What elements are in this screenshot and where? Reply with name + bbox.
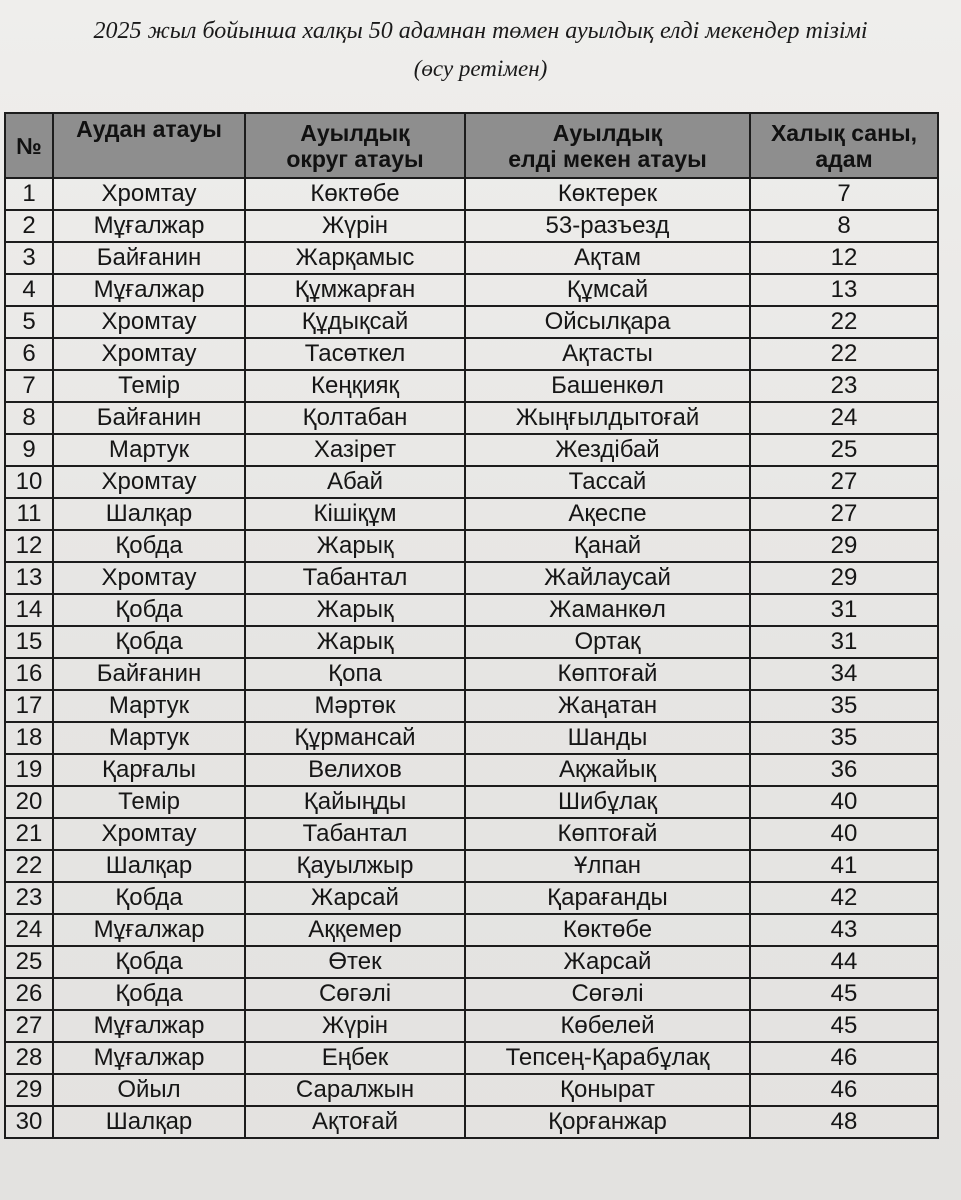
table-row xyxy=(5,658,938,690)
row-number-cell: 20 xyxy=(5,786,53,818)
table-row xyxy=(5,946,938,978)
settlement-cell: Көбелей xyxy=(465,1010,750,1042)
district-cell: Хромтау xyxy=(53,306,245,338)
okrug-cell: Құдықсай xyxy=(245,306,465,338)
okrug-cell: Жүрін xyxy=(245,210,465,242)
population-cell: 25 xyxy=(750,434,938,466)
row-number-cell: 18 xyxy=(5,722,53,754)
table-row xyxy=(5,178,938,210)
population-cell: 44 xyxy=(750,946,938,978)
district-cell: Шалқар xyxy=(53,498,245,530)
population-cell: 12 xyxy=(750,242,938,274)
population-cell: 35 xyxy=(750,690,938,722)
row-number-cell: 27 xyxy=(5,1010,53,1042)
settlement-cell: Құмсай xyxy=(465,274,750,306)
settlement-cell: Көптоғай xyxy=(465,658,750,690)
table-row xyxy=(5,1074,938,1106)
document-title: 2025 жыл бойынша халқы 50 адамнан төмен ауылдық елді мекендер тізімі xyxy=(93,18,868,44)
population-cell: 7 xyxy=(750,178,938,210)
okrug-cell: Жарық xyxy=(245,626,465,658)
district-cell: Қобда xyxy=(53,626,245,658)
okrug-cell: Табантал xyxy=(245,562,465,594)
table-row xyxy=(5,594,938,626)
district-cell: Мартук xyxy=(53,722,245,754)
okrug-cell: Жарық xyxy=(245,594,465,626)
document-subtitle: (өсу ретімен) xyxy=(413,56,548,81)
okrug-cell: Велихов xyxy=(245,754,465,786)
row-number-cell: 29 xyxy=(5,1074,53,1106)
settlement-cell: Қанай xyxy=(465,530,750,562)
population-cell: 8 xyxy=(750,210,938,242)
population-cell: 22 xyxy=(750,338,938,370)
table-row xyxy=(5,562,938,594)
okrug-cell: Табантал xyxy=(245,818,465,850)
settlement-cell: Жарсай xyxy=(465,946,750,978)
row-number-cell: 16 xyxy=(5,658,53,690)
okrug-cell: Сөгәлі xyxy=(245,978,465,1010)
settlement-cell: Қонырат xyxy=(465,1074,750,1106)
district-cell: Мартук xyxy=(53,434,245,466)
population-cell: 40 xyxy=(750,786,938,818)
settlement-cell: Тепсең-Қарабұлақ xyxy=(465,1042,750,1074)
district-cell: Темір xyxy=(53,786,245,818)
row-number-cell: 5 xyxy=(5,306,53,338)
population-cell: 40 xyxy=(750,818,938,850)
population-cell: 41 xyxy=(750,850,938,882)
settlement-cell: Көктерек xyxy=(465,178,750,210)
settlement-cell: Жездібай xyxy=(465,434,750,466)
settlement-cell: Ұлпан xyxy=(465,850,750,882)
district-cell: Қобда xyxy=(53,594,245,626)
settlement-cell: Шибұлақ xyxy=(465,786,750,818)
okrug-cell: Қауылжыр xyxy=(245,850,465,882)
table-row xyxy=(5,978,938,1010)
row-number-cell: 8 xyxy=(5,402,53,434)
row-number-cell: 10 xyxy=(5,466,53,498)
table-row xyxy=(5,530,938,562)
population-cell: 31 xyxy=(750,626,938,658)
settlement-cell: Тассай xyxy=(465,466,750,498)
district-cell: Қобда xyxy=(53,978,245,1010)
population-cell: 29 xyxy=(750,530,938,562)
table-row xyxy=(5,914,938,946)
district-cell: Хромтау xyxy=(53,466,245,498)
population-cell: 43 xyxy=(750,914,938,946)
header-settlement: Ауылдық елді мекен атауы xyxy=(465,113,750,178)
okrug-cell: Қайыңды xyxy=(245,786,465,818)
table-row xyxy=(5,498,938,530)
okrug-cell: Құмжарған xyxy=(245,274,465,306)
population-cell: 22 xyxy=(750,306,938,338)
district-cell: Мартук xyxy=(53,690,245,722)
table-row xyxy=(5,402,938,434)
row-number-cell: 14 xyxy=(5,594,53,626)
table-row xyxy=(5,306,938,338)
population-cell: 27 xyxy=(750,498,938,530)
row-number-cell: 24 xyxy=(5,914,53,946)
population-cell: 13 xyxy=(750,274,938,306)
settlement-cell: Ойсылқара xyxy=(465,306,750,338)
table-row xyxy=(5,786,938,818)
okrug-cell: Аққемер xyxy=(245,914,465,946)
row-number-cell: 26 xyxy=(5,978,53,1010)
row-number-cell: 2 xyxy=(5,210,53,242)
okrug-cell: Жарық xyxy=(245,530,465,562)
table-row xyxy=(5,882,938,914)
header-okrug: Ауылдық округ атауы xyxy=(245,113,465,178)
row-number-cell: 25 xyxy=(5,946,53,978)
table-row xyxy=(5,818,938,850)
okrug-cell: Еңбек xyxy=(245,1042,465,1074)
population-cell: 29 xyxy=(750,562,938,594)
population-cell: 46 xyxy=(750,1074,938,1106)
row-number-cell: 9 xyxy=(5,434,53,466)
header-number: № xyxy=(5,113,53,178)
district-cell: Хромтау xyxy=(53,338,245,370)
district-cell: Темір xyxy=(53,370,245,402)
table-row xyxy=(5,338,938,370)
row-number-cell: 6 xyxy=(5,338,53,370)
okrug-cell: Жарсай xyxy=(245,882,465,914)
row-number-cell: 7 xyxy=(5,370,53,402)
table-row xyxy=(5,274,938,306)
population-cell: 42 xyxy=(750,882,938,914)
table-row xyxy=(5,434,938,466)
okrug-cell: Өтек xyxy=(245,946,465,978)
row-number-cell: 23 xyxy=(5,882,53,914)
district-cell: Ойыл xyxy=(53,1074,245,1106)
population-cell: 27 xyxy=(750,466,938,498)
population-cell: 35 xyxy=(750,722,938,754)
table-row xyxy=(5,466,938,498)
population-cell: 46 xyxy=(750,1042,938,1074)
row-number-cell: 17 xyxy=(5,690,53,722)
district-cell: Хромтау xyxy=(53,178,245,210)
population-cell: 48 xyxy=(750,1106,938,1138)
settlement-cell: Ақжайық xyxy=(465,754,750,786)
district-cell: Қобда xyxy=(53,882,245,914)
settlement-cell: Көптоғай xyxy=(465,818,750,850)
okrug-cell: Мәртөк xyxy=(245,690,465,722)
okrug-cell: Саралжын xyxy=(245,1074,465,1106)
population-cell: 31 xyxy=(750,594,938,626)
settlement-cell: Жыңғылдытоғай xyxy=(465,402,750,434)
table-row xyxy=(5,1042,938,1074)
row-number-cell: 4 xyxy=(5,274,53,306)
table-row xyxy=(5,754,938,786)
district-cell: Хромтау xyxy=(53,562,245,594)
settlement-cell: Көктөбе xyxy=(465,914,750,946)
okrug-cell: Кеңқияқ xyxy=(245,370,465,402)
settlement-cell: Сөгәлі xyxy=(465,978,750,1010)
district-cell: Мұғалжар xyxy=(53,1010,245,1042)
header-population: Халық саны, адам xyxy=(750,113,938,178)
table-row xyxy=(5,210,938,242)
table-row xyxy=(5,850,938,882)
settlement-cell: Башенкөл xyxy=(465,370,750,402)
okrug-cell: Тасөткел xyxy=(245,338,465,370)
okrug-cell: Жарқамыс xyxy=(245,242,465,274)
row-number-cell: 30 xyxy=(5,1106,53,1138)
settlement-cell: Ортақ xyxy=(465,626,750,658)
settlement-cell: Ақтасты xyxy=(465,338,750,370)
district-cell: Байғанин xyxy=(53,402,245,434)
header-district: Аудан атауы xyxy=(53,113,245,178)
population-cell: 24 xyxy=(750,402,938,434)
settlement-cell: Қарағанды xyxy=(465,882,750,914)
settlement-cell: Қорғанжар xyxy=(465,1106,750,1138)
okrug-cell: Құрмансай xyxy=(245,722,465,754)
settlement-cell: Жаңатан xyxy=(465,690,750,722)
district-cell: Мұғалжар xyxy=(53,1042,245,1074)
settlement-cell: Ақеспе xyxy=(465,498,750,530)
district-cell: Мұғалжар xyxy=(53,210,245,242)
table-header-row xyxy=(5,113,938,178)
okrug-cell: Қопа xyxy=(245,658,465,690)
row-number-cell: 3 xyxy=(5,242,53,274)
table-row xyxy=(5,722,938,754)
district-cell: Қобда xyxy=(53,946,245,978)
row-number-cell: 1 xyxy=(5,178,53,210)
table-row xyxy=(5,370,938,402)
okrug-cell: Қолтабан xyxy=(245,402,465,434)
settlements-table xyxy=(4,112,939,1139)
district-cell: Хромтау xyxy=(53,818,245,850)
settlement-cell: Шанды xyxy=(465,722,750,754)
district-cell: Қарғалы xyxy=(53,754,245,786)
settlement-cell: Ақтам xyxy=(465,242,750,274)
row-number-cell: 15 xyxy=(5,626,53,658)
okrug-cell: Хазірет xyxy=(245,434,465,466)
district-cell: Мұғалжар xyxy=(53,274,245,306)
row-number-cell: 13 xyxy=(5,562,53,594)
okrug-cell: Абай xyxy=(245,466,465,498)
table-row xyxy=(5,1106,938,1138)
row-number-cell: 12 xyxy=(5,530,53,562)
table-row xyxy=(5,242,938,274)
okrug-cell: Ақтоғай xyxy=(245,1106,465,1138)
row-number-cell: 19 xyxy=(5,754,53,786)
district-cell: Шалқар xyxy=(53,850,245,882)
row-number-cell: 11 xyxy=(5,498,53,530)
settlement-cell: Жайлаусай xyxy=(465,562,750,594)
table-row xyxy=(5,1010,938,1042)
settlement-cell: 53-разъезд xyxy=(465,210,750,242)
okrug-cell: Жүрін xyxy=(245,1010,465,1042)
settlement-cell: Жаманкөл xyxy=(465,594,750,626)
population-cell: 36 xyxy=(750,754,938,786)
population-cell: 23 xyxy=(750,370,938,402)
row-number-cell: 28 xyxy=(5,1042,53,1074)
district-cell: Шалқар xyxy=(53,1106,245,1138)
population-cell: 45 xyxy=(750,978,938,1010)
okrug-cell: Көктөбе xyxy=(245,178,465,210)
row-number-cell: 21 xyxy=(5,818,53,850)
population-cell: 45 xyxy=(750,1010,938,1042)
okrug-cell: Кішіқұм xyxy=(245,498,465,530)
table-row xyxy=(5,626,938,658)
district-cell: Мұғалжар xyxy=(53,914,245,946)
population-cell: 34 xyxy=(750,658,938,690)
district-cell: Қобда xyxy=(53,530,245,562)
district-cell: Байғанин xyxy=(53,658,245,690)
row-number-cell: 22 xyxy=(5,850,53,882)
district-cell: Байғанин xyxy=(53,242,245,274)
table-row xyxy=(5,690,938,722)
